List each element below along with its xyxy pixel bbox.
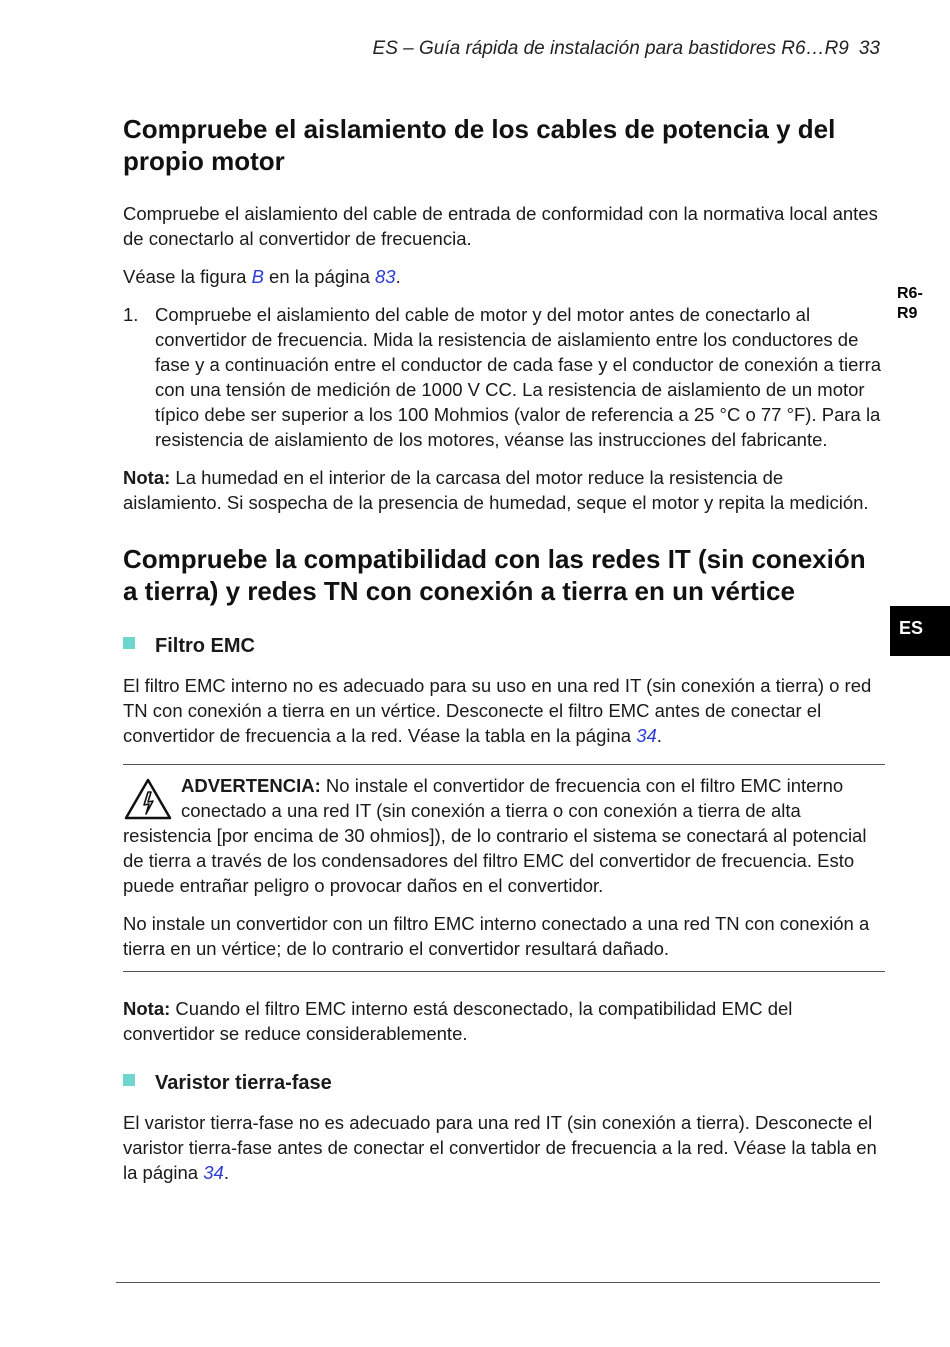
section-heading-it-networks: Compruebe la compatibilidad con las redes IT (sin conexión a tierra) y redes TN con conexión a tierra en un vértice [123, 544, 866, 606]
page-number: 33 [858, 38, 880, 59]
note-paragraph-emc: Nota: Cuando el filtro EMC interno está desconectado, la compatibilidad EMC del convertidor se reduce considerablemente. [123, 998, 793, 1044]
page-header [373, 38, 880, 60]
subsection-heading-varistor: Varistor tierra-fase [123, 1072, 885, 1095]
figure-link[interactable]: B [251, 266, 264, 287]
page-link[interactable]: 34 [636, 725, 657, 746]
square-bullet-icon [123, 1074, 135, 1086]
note-label: Nota: [123, 998, 171, 1019]
insulation-intro: Compruebe el aislamiento del cable de entrada de conformidad con la normativa local antes de conectarlo al convertidor de frecuencia. [123, 203, 878, 249]
note-paragraph: Nota: La humedad en el interior de la carcasa del motor reduce la resistencia de aislamiento. Si sospecha de la presencia de humedad, seque el motor y repita la medición. [123, 467, 869, 513]
warning-text-2: No instale un convertidor con un filtro EMC interno conectado a una red TN con conexión a tierra en un vértice; de lo contrario el convertidor resultará dañado. [123, 913, 870, 959]
frame-tab[interactable]: R6- R9 [888, 282, 950, 326]
language-tab[interactable]: ES [890, 606, 950, 656]
list-text: Compruebe el aislamiento del cable de motor y del motor antes de conectarlo al convertidor de frecuencia. Mida la resistencia de aislamiento entre los conductores de fase y a continuación entre el conductor de cada fase y el conductor de conexión a tierra con una tensión de medición de 1000 V CC. La resistencia de aislamiento de un motor típico debe ser superior a los 100 Mohmios (valor de referencia a 25 °C o 77 °F). Para la resistencia de aislamiento de los motores, véanse las instrucciones del fabricante. [155, 304, 882, 450]
header-title: ES – Guía rápida de instalación para bastidores R6…R9 [372, 38, 849, 59]
page-link[interactable]: 34 [203, 1162, 224, 1183]
see-figure-line: Véase la figura B en la página 83. [123, 266, 401, 287]
subsection-heading-emc: Filtro EMC [123, 635, 885, 658]
warning-box [123, 764, 885, 972]
list-number: 1. [123, 304, 139, 325]
varistor-paragraph: El varistor tierra-fase no es adecuado para una red IT (sin conexión a tierra). Desconecte el varistor tierra-fase antes de conectar el convertidor de frecuencia a la red. Véase la tabla en la página 34. [123, 1112, 877, 1183]
page-link[interactable]: 83 [375, 266, 396, 287]
emc-paragraph: El filtro EMC interno no es adecuado para su uso en una red IT (sin conexión a tierra) o red TN con conexión a tierra en un vértice. Desconecte el filtro EMC antes de conectar el convertidor de frecuencia a la red. Véase la tabla en la página 34. [123, 675, 872, 746]
section-heading-insulation: Compruebe el aislamiento de los cables de potencia y del propio motor [123, 114, 836, 176]
warning-label: ADVERTENCIA: [181, 775, 321, 796]
list-item [123, 302, 885, 452]
warning-text: ADVERTENCIA: No instale el convertidor de frecuencia con el filtro EMC interno conectado a una red IT (sin conexión a tierra o con conexión a tierra de alta resistencia [por encima de 30 ohmios]), de lo contrario el sistema se conectará al potencial de tierra a través de los condensadores del filtro EMC del convertidor de frecuencia. Esto puede entrañar peligro o provocar daños en el convertidor. [123, 775, 867, 896]
footer-divider [116, 1282, 880, 1283]
note-label: Nota: [123, 467, 171, 488]
warning-triangle-icon [123, 777, 173, 821]
square-bullet-icon [123, 637, 135, 649]
page-content [123, 113, 885, 1185]
